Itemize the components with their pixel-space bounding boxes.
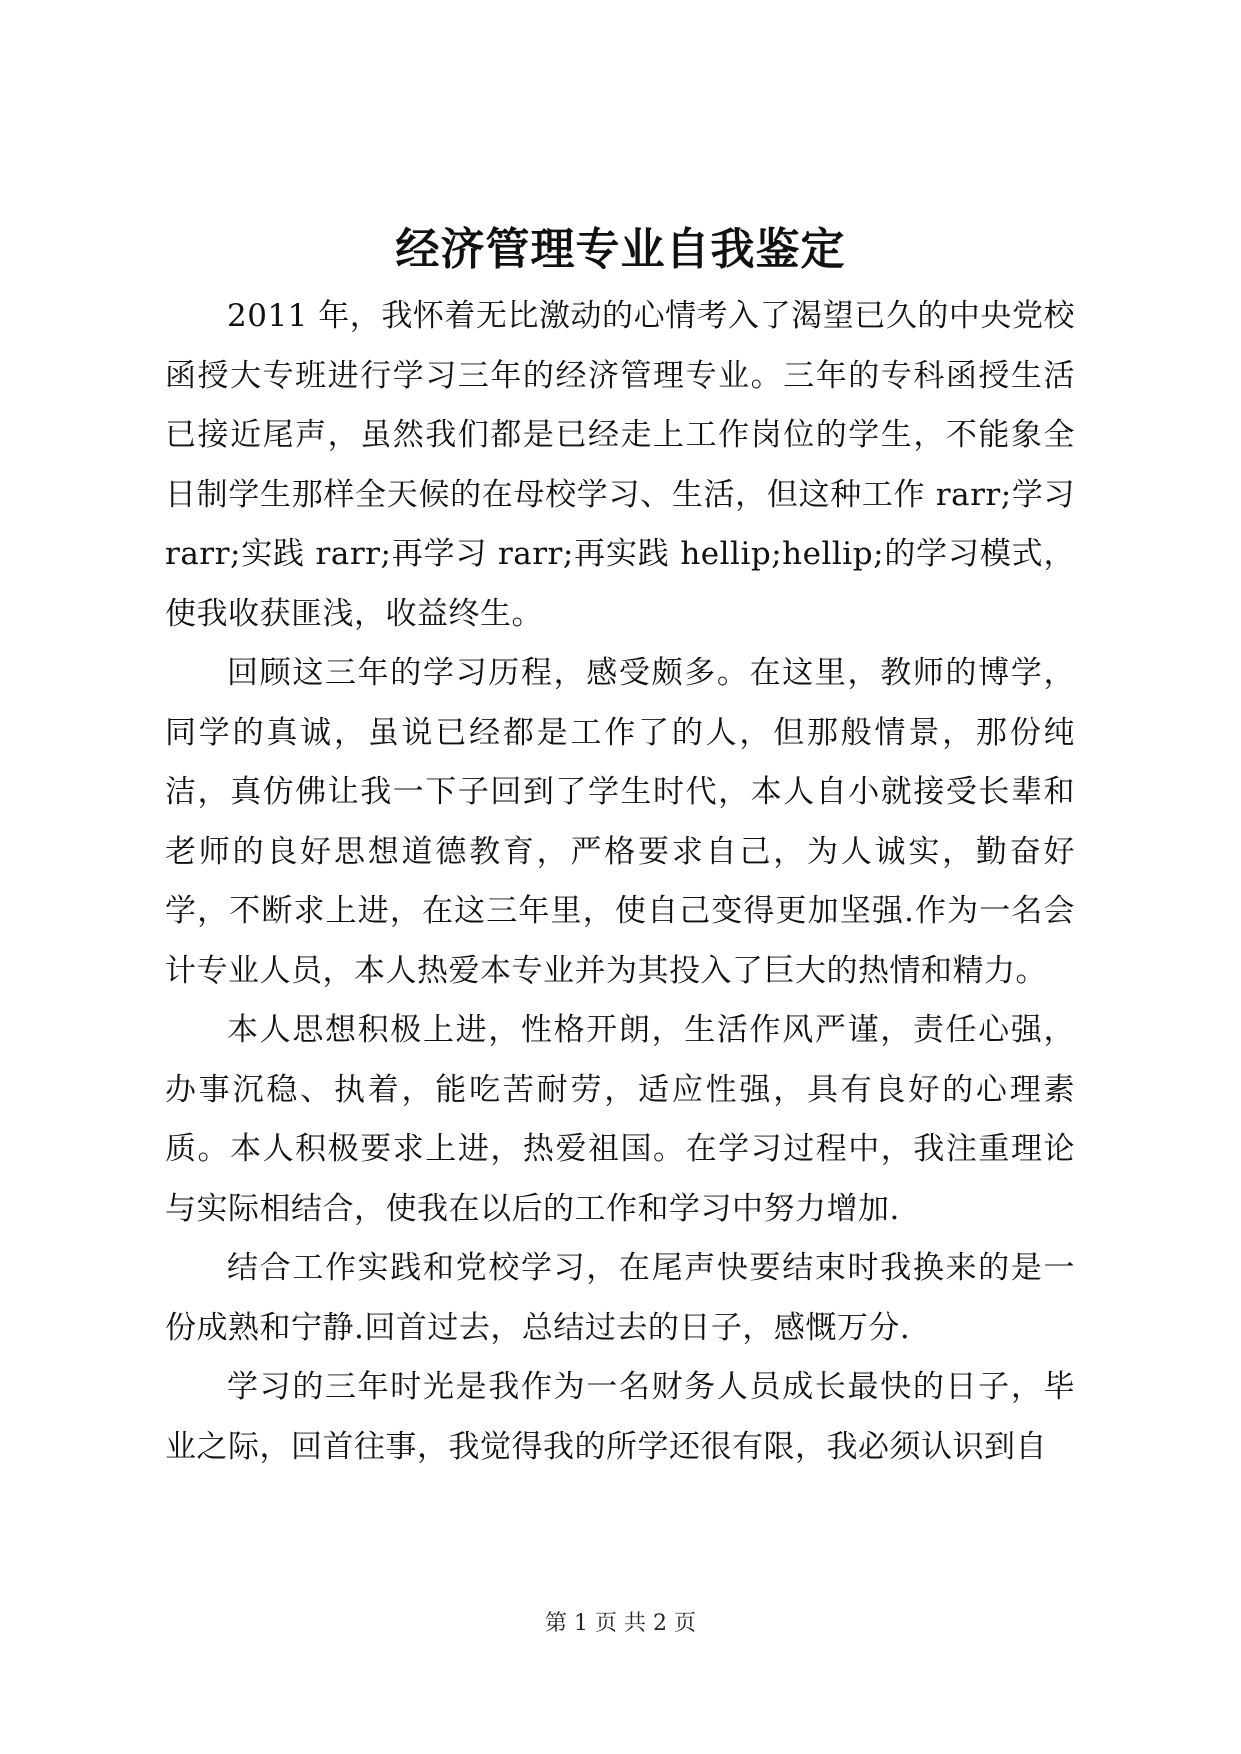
document-body xyxy=(165,287,1075,1477)
paragraph-3: 本人思想积极上进，性格开朗，生活作风严谨，责任心强，办事沉稳、执着，能吃苦耐劳，适应性强，具有良好的心理素质。本人积极要求上进，热爱祖国。在学习过程中，我注重理论与实际相结合，使我在以后的工作和学习中努力增加. xyxy=(165,1012,1075,1227)
page-number-footer: 第 1 页 共 2 页 xyxy=(545,1611,696,1636)
paragraph-5: 学习的三年时光是我作为一名财务人员成长最快的日子，毕业之际，回首往事，我觉得我的所学还很有限，我必须认识到自 xyxy=(165,1369,1075,1465)
paragraph-2: 回顾这三年的学习历程，感受颇多。在这里，教师的博学，同学的真诚，虽说已经都是工作了的人，但那般情景，那份纯洁，真仿佛让我一下子回到了学生时代，本人自小就接受长辈和老师的良好思想道德教育，严格要求自己，为人诚实，勤奋好学，不断求上进，在这三年里，使自己变得更加坚强.作为一名会计专业人员，本人热爱本专业并为其投入了巨大的热情和精力。 xyxy=(165,655,1075,989)
document-title: 经济管理专业自我鉴定 xyxy=(395,224,846,275)
paragraph-4: 结合工作实践和党校学习，在尾声快要结束时我换来的是一份成熟和宁静.回首过去，总结过去的日子，感慨万分. xyxy=(165,1250,1075,1346)
paragraph-1: 2011 年，我怀着无比激动的心情考入了渴望已久的中央党校函授大专班进行学习三年的经济管理专业。三年的专科函授生活已接近尾声，虽然我们都是已经走上工作岗位的学生，不能象全日制学生那样全天候的在母校学习、生活，但这种工作 rarr;学习 rarr;实践 rarr;再学习 rarr;再实践 hellip;hellip;的学习模式，使我收获匪浅，收益终生。 xyxy=(165,298,1075,632)
